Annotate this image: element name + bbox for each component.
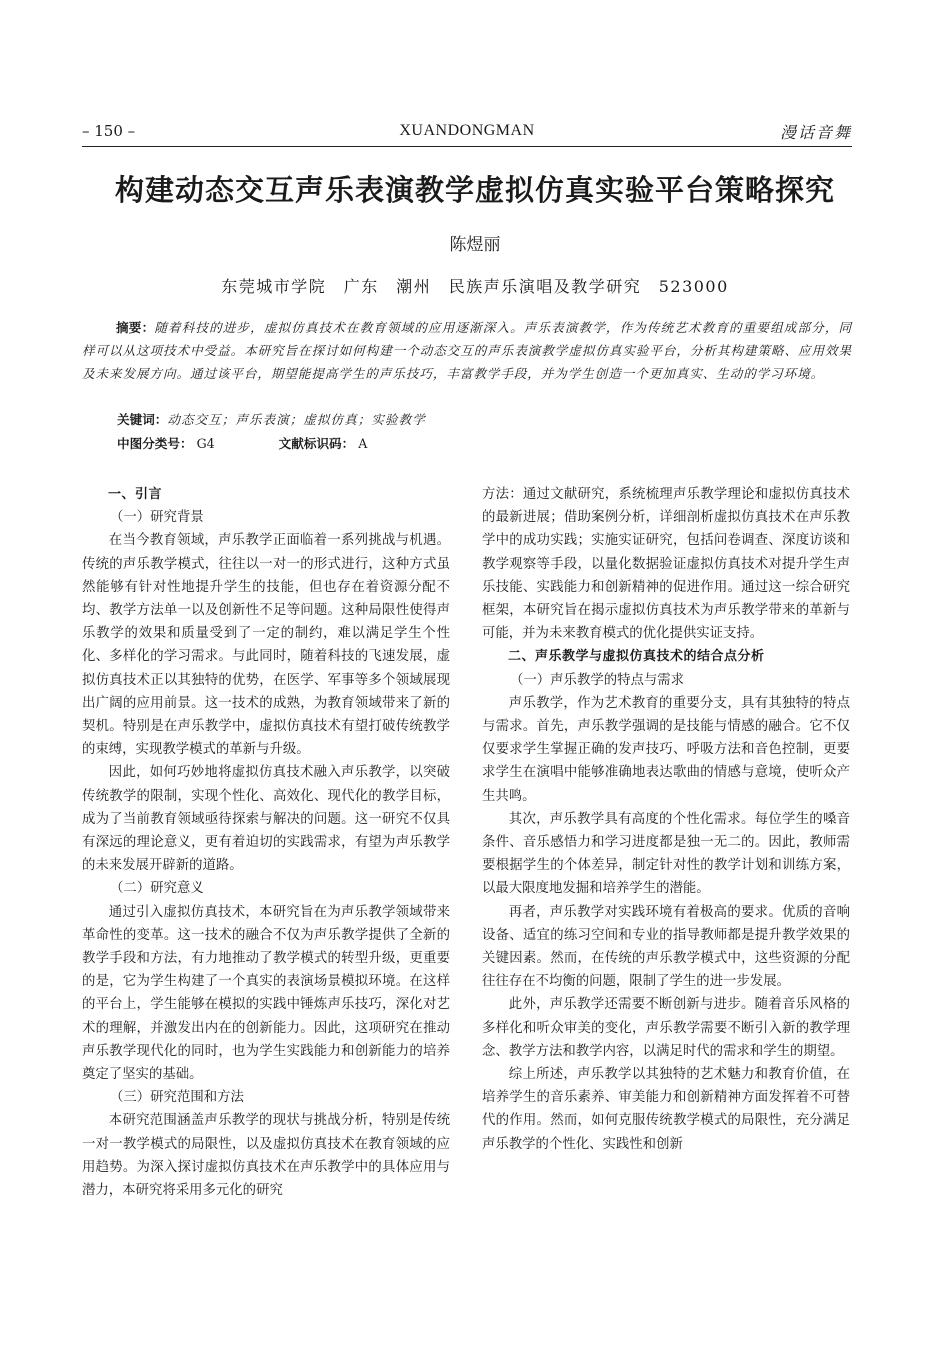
subheading-features: （一）声乐教学的特点与需求 xyxy=(510,672,685,688)
section-heading-2: 二、声乐教学与虚拟仿真技术的结合点分析 xyxy=(508,649,765,665)
doc-code-value: A xyxy=(358,436,368,451)
abstract-label: 摘要： xyxy=(116,320,155,335)
doc-code-label: 文献标识码： xyxy=(278,436,355,451)
right-column xyxy=(482,483,850,1156)
subheading-significance: （二）研究意义 xyxy=(110,881,204,897)
subheading-background: （一）研究背景 xyxy=(110,510,204,526)
clc-value: G4 xyxy=(196,436,215,451)
paragraph: 在当今教育领域，声乐教学正面临着一系列挑战与机遇。传统的声乐教学模式，往往以一对一的形式进行，这种方式虽然能够有针对性地提升学生的技能，但也存在着资源分配不均、教学方法单一以及创新性不足等问题。这种局限性使得声乐教学的效果和质量受到了一定的制约，难以满足学生个性化、多样化的学习需求。与此同时，随着科技的飞速发展，虚拟仿真技术正以其独特的优势，在医学、军事等多个领域展现出广阔的应用前景。这一技术的成熟，为教育领域带来了新的契机。特别是在声乐教学中，虚拟仿真技术有望打破传统教学的束缚，实现教学模式的革新与升级。 xyxy=(82,533,450,758)
left-column xyxy=(82,483,450,1202)
keywords xyxy=(117,408,426,431)
paragraph: 本研究范围涵盖声乐教学的现状与挑战分析，特别是传统一对一教学模式的局限性，以及虚拟仿真技术在教育领域的应用趋势。为深入探讨虚拟仿真技术在声乐教学中的具体应用与潜力，本研究将采用多元化的研究 xyxy=(82,1113,450,1199)
paragraph: 综上所述，声乐教学以其独特的艺术魅力和教育价值，在培养学生的音乐素养、审美能力和创新精神方面发挥着不可替代的作用。然而，如何克服传统教学模式的局限性，充分满足声乐教学的个性化、实践性和创新 xyxy=(482,1067,850,1152)
paragraph: 再者，声乐教学对实践环境有着极高的要求。优质的音响设备、适宜的练习空间和专业的指导教师都是提升教学效果的关键因素。然而，在传统的声乐教学模式中，这些资源的分配往往存在不均衡的问题，限制了学生的进一步发展。 xyxy=(482,904,850,990)
keywords-label: 关键词： xyxy=(117,412,168,427)
author-affiliation: 东莞城市学院 广东 潮州 民族声乐演唱及教学研究 523000 xyxy=(221,277,729,296)
running-header xyxy=(82,118,852,146)
paragraph: 其次，声乐教学具有高度的个性化需求。每位学生的嗓音条件、音乐感悟力和学习进度都是独一无二的。因此，教师需要根据学生的个体差异，制定针对性的教学计划和训练方案，以最大限度地发掘和培养学生的潜能。 xyxy=(482,811,850,897)
paragraph: 通过引入虚拟仿真技术，本研究旨在为声乐教学领域带来革命性的变革。这一技术的融合不仅为声乐教学提供了全新的教学手段和方法，有力地推动了教学模式的转型升级，更重要的是，它为学生构建了一个真实的表演场景模拟环境。在这样的平台上，学生能够在模拟的实践中锤炼声乐技巧，深化对艺术的理解，并激发出内在的创新能力。因此，这项研究在推动声乐教学现代化的同时，也为学生实践能力和创新能力的培养奠定了坚实的基础。 xyxy=(82,904,450,1083)
page-number: – 150 – xyxy=(82,122,136,140)
paragraph: 声乐教学，作为艺术教育的重要分支，具有其独特的特点与需求。首先，声乐教学强调的是技能与情感的融合。它不仅仅要求学生掌握正确的发声技巧、呼吸方法和音色控制，更要求学生在演唱中能够准确地表达歌曲的情感与意境，使听众产生共鸣。 xyxy=(482,695,850,804)
clc-label: 中图分类号： xyxy=(117,436,193,451)
author-name: 陈煜丽 xyxy=(449,235,501,255)
journal-name: XUANDONGMAN xyxy=(399,122,535,139)
paragraph: 此外，声乐教学还需要不断创新与进步。随着音乐风格的多样化和听众审美的变化，声乐教学需要不断引入新的教学理念、教学方法和教学内容，以满足时代的需求和学生的期望。 xyxy=(482,997,850,1059)
article-title: 构建动态交互声乐表演教学虚拟仿真实验平台策略探究 xyxy=(114,173,835,207)
keywords-text: 动态交互；声乐表演；虚拟仿真；实验教学 xyxy=(167,412,426,427)
paragraph-continued: 方法：通过文献研究，系统梳理声乐教学理论和虚拟仿真技术的最新进展；借助案例分析，详细剖析虚拟仿真技术在声乐教学中的成功实践；实施实证研究，包括问卷调查、深度访谈和教学观察等手段，以量化数据验证虚拟仿真技术对提升学生声乐技能、实践能力和创新精神的促进作用。通过这一综合研究框架，本研究旨在揭示虚拟仿真技术为声乐教学带来的革新与可能，并为未来教育模式的优化提供实证支持。 xyxy=(482,487,850,642)
header-rule xyxy=(82,146,852,147)
classification xyxy=(117,432,371,455)
section-heading-intro: 一、引言 xyxy=(108,487,163,502)
subheading-scope: （三）研究范围和方法 xyxy=(110,1090,244,1106)
abstract-text: 随着科技的进步，虚拟仿真技术在教育领域的应用逐渐深入。声乐表演教学，作为传统艺术教育的重要组成部分，同样可以从这项技术中受益。本研究旨在探讨如何构建一个动态交互的声乐表演教学虚拟仿真实验平台，分析其构建策略、应用效果及未来发展方向。通过该平台，期望能提高学生的声乐技巧，丰富教学手段，并为学生创造一个更加真实、生动的学习环境。 xyxy=(82,320,853,381)
abstract xyxy=(82,316,852,385)
column-name: 漫话音舞 xyxy=(779,123,852,142)
paragraph: 因此，如何巧妙地将虚拟仿真技术融入声乐教学，以突破传统教学的限制，实现个性化、高效化、现代化的教学目标，成为了当前教育领域亟待探索与解决的问题。这一研究不仅具有深远的理论意义，更有着迫切的实践需求，有望为声乐教学的未来发展开辟新的道路。 xyxy=(82,765,450,874)
